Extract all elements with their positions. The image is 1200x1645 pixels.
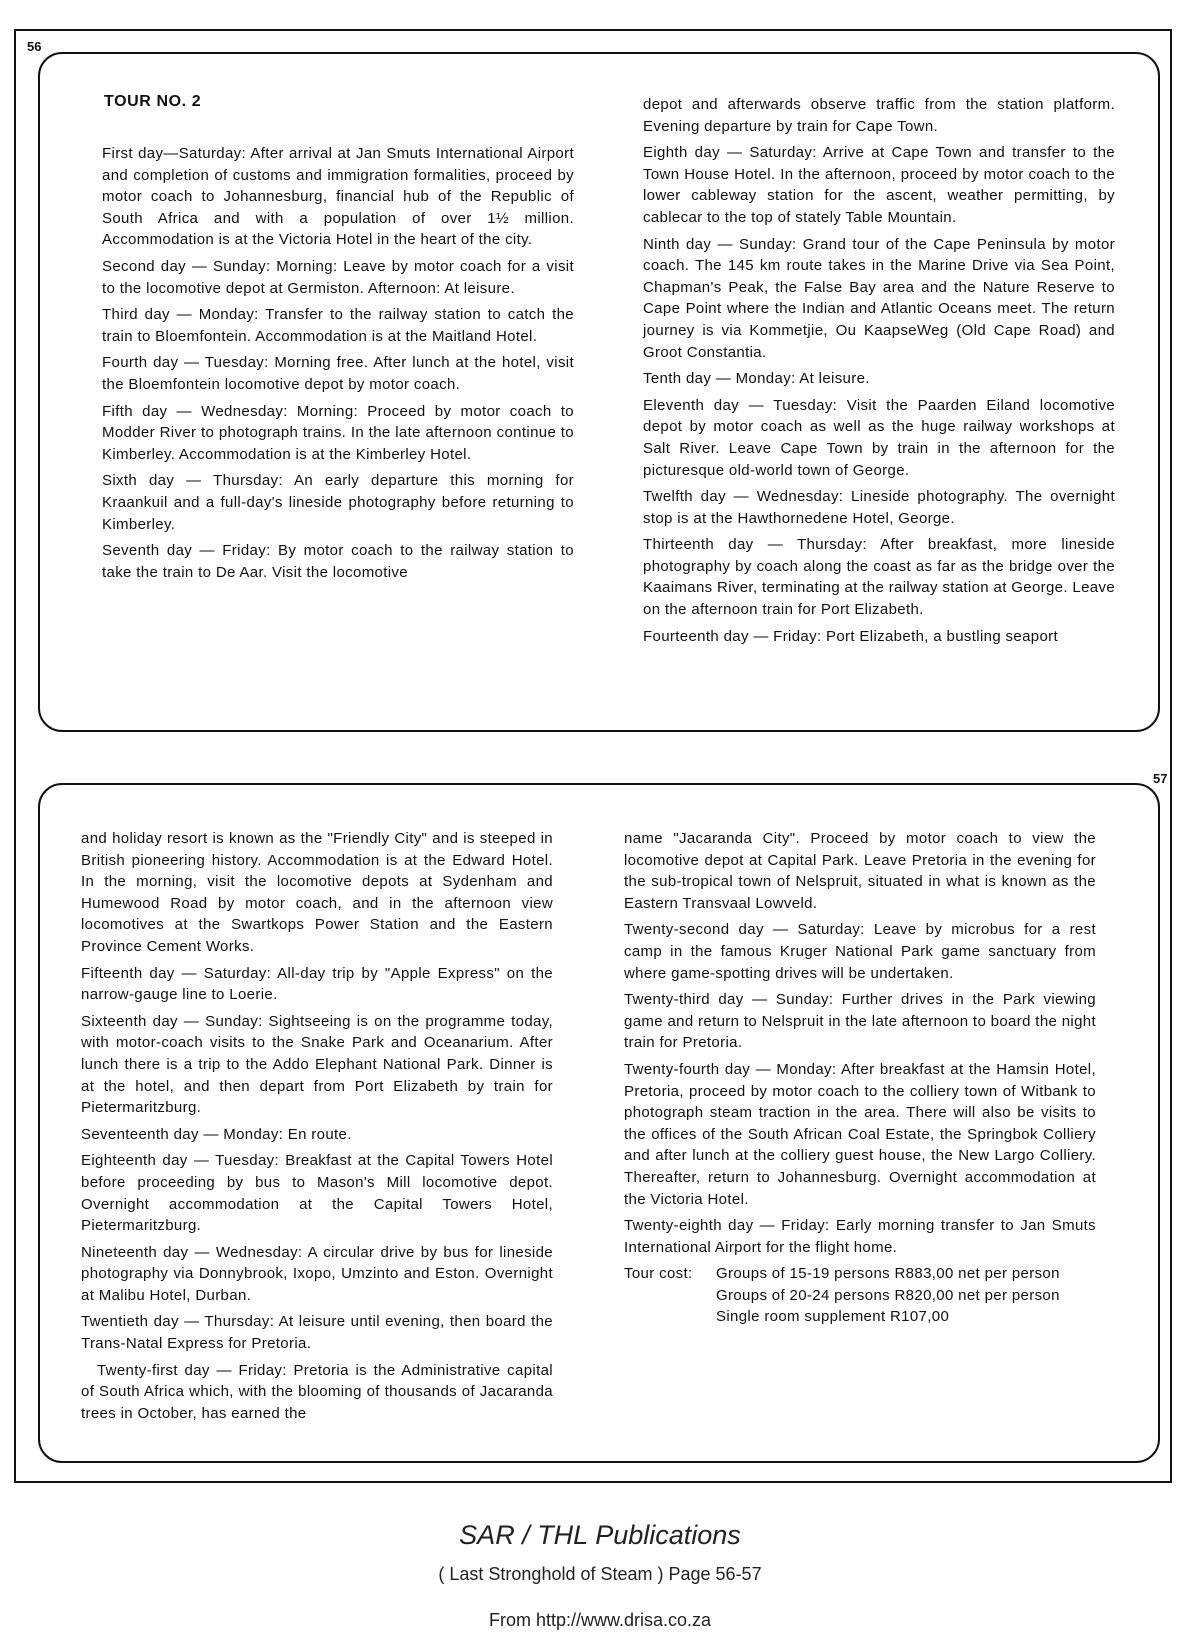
tour-cost	[624, 1263, 1096, 1328]
footer-source: ( Last Stronghold of Steam ) Page 56-57	[438, 1564, 762, 1584]
footer-url: From http://www.drisa.co.za	[488, 1610, 712, 1630]
itinerary-paragraph: Twentieth day — Thursday: At leisure until evening, then board the Trans-Natal Express for Pretoria.	[81, 1313, 553, 1353]
itinerary-paragraph: Twenty-eighth day — Friday: Early morning transfer to Jan Smuts International Airport for the flight home.	[624, 1217, 1096, 1256]
column-2	[643, 94, 1115, 652]
itinerary-paragraph: Twenty-first day — Friday: Pretoria is the Administrative capital of South Africa which, with the blooming of thousands of Jacaranda trees in October, has earned the	[81, 1361, 553, 1422]
tour-cost-label: Tour cost:	[624, 1265, 693, 1283]
itinerary-paragraph: name "Jacaranda City". Proceed by motor coach to view the locomotive depot at Capital Park. Leave Pretoria in the evening for the sub-tropical town of Nelspruit, situated in what is known as the Eastern Transvaal Lowveld.	[624, 830, 1096, 912]
itinerary-paragraph: Twenty-fourth day — Monday: After breakfast at the Hamsin Hotel, Pretoria, proceed by motor coach to the colliery town of Witbank to photograph steam traction in the area. There will also be visits to the offices of the South African Coal Estate, the Springbok Colliery and after lunch at the colliery guest house, the New Largo Colliery. Thereafter, return to Johannesburg. Overnight accommodation at the Victoria Hotel.	[624, 1060, 1096, 1208]
itinerary-paragraph: Third day — Monday: Transfer to the railway station to catch the train to Bloemfontein. Accommodation is at the Maitland Hotel.	[102, 306, 574, 345]
itinerary-paragraph: Twenty-third day — Sunday: Further drives in the Park viewing game and return to Nelspruit in the late afternoon to board the night train for Pretoria.	[624, 991, 1096, 1052]
itinerary-paragraph: First day—Saturday: After arrival at Jan Smuts International Airport and completion of customs and immigration formalities, proceed by motor coach to Johannesburg, financial hub of the Republic of South Africa and with a population of over 1½ million. Accommodation is at the Victoria Hotel in the heart of the city.	[102, 145, 574, 249]
itinerary-paragraph: Seventh day — Friday: By motor coach to the railway station to take the train to De Aar. Visit the locomotive	[102, 542, 574, 581]
itinerary-paragraph: Fourteenth day — Friday: Port Elizabeth, a bustling seaport	[643, 627, 1059, 645]
column-4	[624, 828, 1096, 1328]
itinerary-paragraph: Sixth day — Thursday: An early departure this morning for Kraankuil and a full-day's lineside photography before returning to Kimberley.	[102, 472, 574, 533]
itinerary-paragraph: Second day — Sunday: Morning: Leave by motor coach for a visit to the locomotive depot at Germiston. Afternoon: At leisure.	[102, 257, 574, 297]
itinerary-paragraph: Fifth day — Wednesday: Morning: Proceed by motor coach to Modder River to photograph trains. In the late afternoon continue to Kimberley. Accommodation is at the Kimberley Hotel.	[102, 402, 574, 463]
itinerary-paragraph: Fourth day — Tuesday: Morning free. After lunch at the hotel, visit the Bloemfontein locomotive depot by motor coach.	[102, 354, 574, 393]
itinerary-paragraph: Fifteenth day — Saturday: All-day trip by "Apple Express" on the narrow-gauge line to Loerie.	[81, 964, 553, 1004]
tour-title: TOUR NO. 2	[104, 93, 202, 110]
page-number-left: 56	[27, 39, 42, 54]
itinerary-paragraph: Nineteenth day — Wednesday: A circular drive by bus for lineside photography via Donnybrook, Ixopo, Umzinto and Eston. Overnight at Malibu Hotel, Durban.	[81, 1243, 553, 1304]
tour-cost-line: Single room supplement R107,00	[716, 1308, 950, 1326]
itinerary-paragraph: Eleventh day — Tuesday: Visit the Paarden Eiland locomotive depot by motor coach as well as the huge railway workshops at Salt River. Leave Cape Town by train in the afternoon for the picturesque old-world town of George.	[643, 396, 1115, 479]
itinerary-paragraph: Twenty-second day — Saturday: Leave by microbus for a rest camp in the famous Kruger National Park game sanctuary from where game-spotting drives will be undertaken.	[624, 921, 1096, 982]
itinerary-paragraph: depot and afterwards observe traffic from the station platform. Evening departure by train for Cape Town.	[643, 96, 1115, 135]
page-number-right: 57	[1153, 771, 1168, 786]
itinerary-paragraph: Sixteenth day — Sunday: Sightseeing is on the programme today, with motor-coach visits to the Snake Park and Oceanarium. After lunch there is a trip to the Addo Elephant National Park. Dinner is at the hotel, and then depart from Port Elizabeth by train for Pietermaritzburg.	[81, 1012, 553, 1117]
column-1	[102, 143, 574, 588]
itinerary-paragraph: Eighth day — Saturday: Arrive at Cape Town and transfer to the Town House Hotel. In the afternoon, proceed by motor coach to the lower cableway station for the ascent, weather permitting, by cablecar to the top of stately Table Mountain.	[643, 144, 1115, 226]
itinerary-paragraph: Eighteenth day — Tuesday: Breakfast at the Capital Towers Hotel before proceeding by bus to Mason's Mill locomotive depot. Overnight accommodation at the Capital Towers Hotel, Pietermaritzburg.	[81, 1152, 553, 1235]
itinerary-paragraph: Tenth day — Monday: At leisure.	[643, 370, 870, 388]
tour-cost-line: Groups of 20-24 persons R820,00 net per person	[716, 1286, 1060, 1304]
footer-publisher: SAR / THL Publications	[459, 1520, 741, 1550]
tour-cost-line: Groups of 15-19 persons R883,00 net per person	[716, 1265, 1060, 1283]
itinerary-paragraph: Thirteenth day — Thursday: After breakfast, more lineside photography by coach along the coast as far as the bridge over the Kaaimans River, terminating at the railway station at George. Leave on the afternoon train for Port Elizabeth.	[643, 536, 1116, 619]
column-3	[81, 828, 553, 1429]
tour-cost-lines	[716, 1263, 1096, 1328]
itinerary-paragraph: Twelfth day — Wednesday: Lineside photography. The overnight stop is at the Hawthornedene Hotel, George.	[643, 488, 1115, 527]
itinerary-paragraph: Ninth day — Sunday: Grand tour of the Cape Peninsula by motor coach. The 145 km route takes in the Marine Drive via Sea Point, Chapman's Peak, the False Bay area and the Nature Reserve to Cape Point where the Indian and Atlantic Oceans meet. The return journey is via Kommetjie, Ou KaapseWeg (Old Cape Road) and Groot Constantia.	[643, 235, 1115, 361]
itinerary-paragraph: Seventeenth day — Monday: En route.	[81, 1125, 352, 1143]
itinerary-paragraph: and holiday resort is known as the "Friendly City" and is steeped in British pioneering history. Accommodation is at the Edward Hotel. In the morning, visit the locomotive depots at Sydenham and Humewood Road by motor coach, and in the afternoon view locomotives at the Swartkops Power Station and the Eastern Province Cement Works.	[81, 830, 553, 955]
